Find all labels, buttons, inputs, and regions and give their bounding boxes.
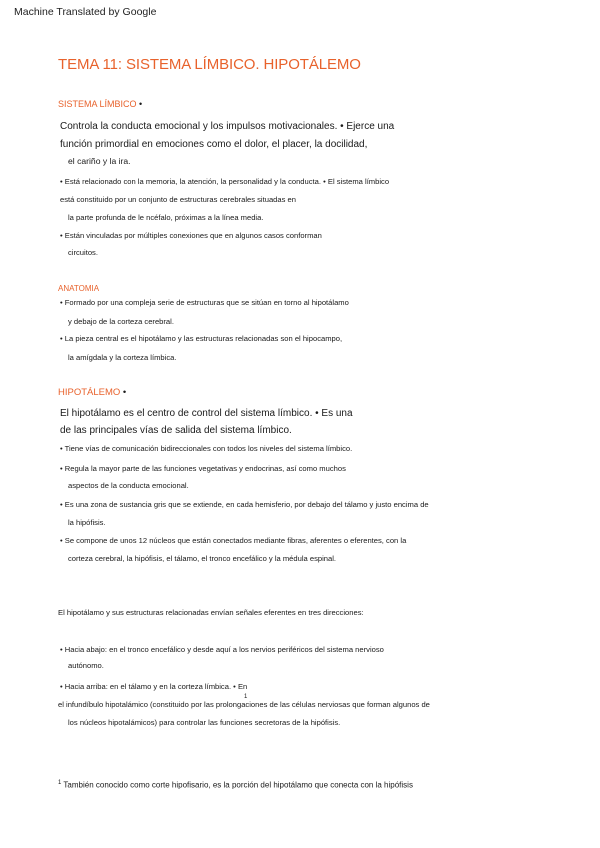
- text-line: circuitos.: [68, 248, 98, 257]
- text-line: el infundíbulo hipotalámico (constituido por las prolongaciones de las células nerviosas que forman algunos de: [58, 700, 430, 709]
- heading-bullet: •: [120, 387, 127, 398]
- text-line: la parte profunda de le ncéfalo, próximas a la línea media.: [68, 213, 264, 222]
- text-line: está constituido por un conjunto de estructuras cerebrales situadas en: [60, 195, 296, 204]
- footnote-text: También conocido como corte hipofisario, es la porción del hipotálamo que conecta con la hipófisis: [63, 780, 413, 790]
- text-line: la amígdala y la corteza límbica.: [68, 353, 177, 362]
- text-line: la hipófisis.: [68, 518, 106, 527]
- text-line: • Formado por una compleja serie de estructuras que se sitúan en torno al hipotálamo: [60, 298, 349, 307]
- text-line: función primordial en emociones como el dolor, el placer, la docilidad,: [60, 139, 368, 150]
- footnote: [58, 780, 413, 790]
- machine-translated-label: Machine Translated by Google: [14, 6, 157, 18]
- heading-bullet: •: [136, 99, 143, 109]
- text-line: • Regula la mayor parte de las funciones vegetativas y endocrinas, así como muchos: [60, 464, 346, 473]
- text-line: • Hacia abajo: en el tronco encefálico y desde aquí a los nervios periféricos del sistema nervioso: [60, 645, 384, 654]
- section-heading-anatomia: ANATOMIA: [58, 284, 100, 293]
- text-line: • Hacia arriba: en el tálamo y en la corteza límbica. • En: [60, 682, 248, 691]
- section-heading-hipotalamo: [58, 387, 126, 398]
- footnote-ref: 1: [244, 694, 248, 700]
- text-line: El hipotálamo y sus estructuras relacionadas envían señales eferentes en tres direcciones:: [58, 608, 364, 617]
- text-line: aspectos de la conducta emocional.: [68, 481, 189, 490]
- heading-text: HIPOTÁLEMO: [58, 387, 121, 398]
- text-line: • Es una zona de sustancia gris que se extiende, en cada hemisferio, por debajo del tálamo y justo encima de: [60, 500, 429, 509]
- text-line: y debajo de la corteza cerebral.: [68, 317, 174, 326]
- text-line: el cariño y la ira.: [68, 156, 131, 166]
- text-line: • Está relacionado con la memoria, la atención, la personalidad y la conducta. • El sistema límbico: [60, 177, 390, 186]
- text-line: de las principales vías de salida del sistema límbico.: [60, 425, 292, 436]
- heading-text: SISTEMA LÍMBICO: [58, 99, 137, 109]
- text-line: El hipotálamo es el centro de control del sistema límbico. • Es una: [60, 408, 353, 419]
- text-line: Controla la conducta emocional y los impulsos motivacionales. • Ejerce una: [60, 121, 395, 132]
- page-title: TEMA 11: SISTEMA LÍMBICO. HIPOTÁLEMO: [58, 56, 361, 73]
- text-line: autónomo.: [68, 661, 104, 670]
- text-line: • Están vinculadas por múltiples conexiones que en algunos casos conforman: [60, 231, 322, 240]
- text-line: los núcleos hipotalámicos) para controlar las funciones secretoras de la hipófisis.: [68, 718, 341, 727]
- text-line: • Se compone de unos 12 núcleos que están conectados mediante fibras, aferentes o eferentes, con la: [60, 536, 407, 545]
- text-line: corteza cerebral, la hipófisis, el tálamo, el tronco encefálico y la médula espinal.: [68, 554, 337, 563]
- footnote-marker: 1: [58, 780, 62, 786]
- section-heading-limbico: [58, 99, 142, 109]
- text-line: • Tiene vías de comunicación bidireccionales con todos los niveles del sistema límbico.: [60, 444, 353, 453]
- text-line: • La pieza central es el hipotálamo y las estructuras relacionadas son el hipocampo,: [60, 334, 343, 343]
